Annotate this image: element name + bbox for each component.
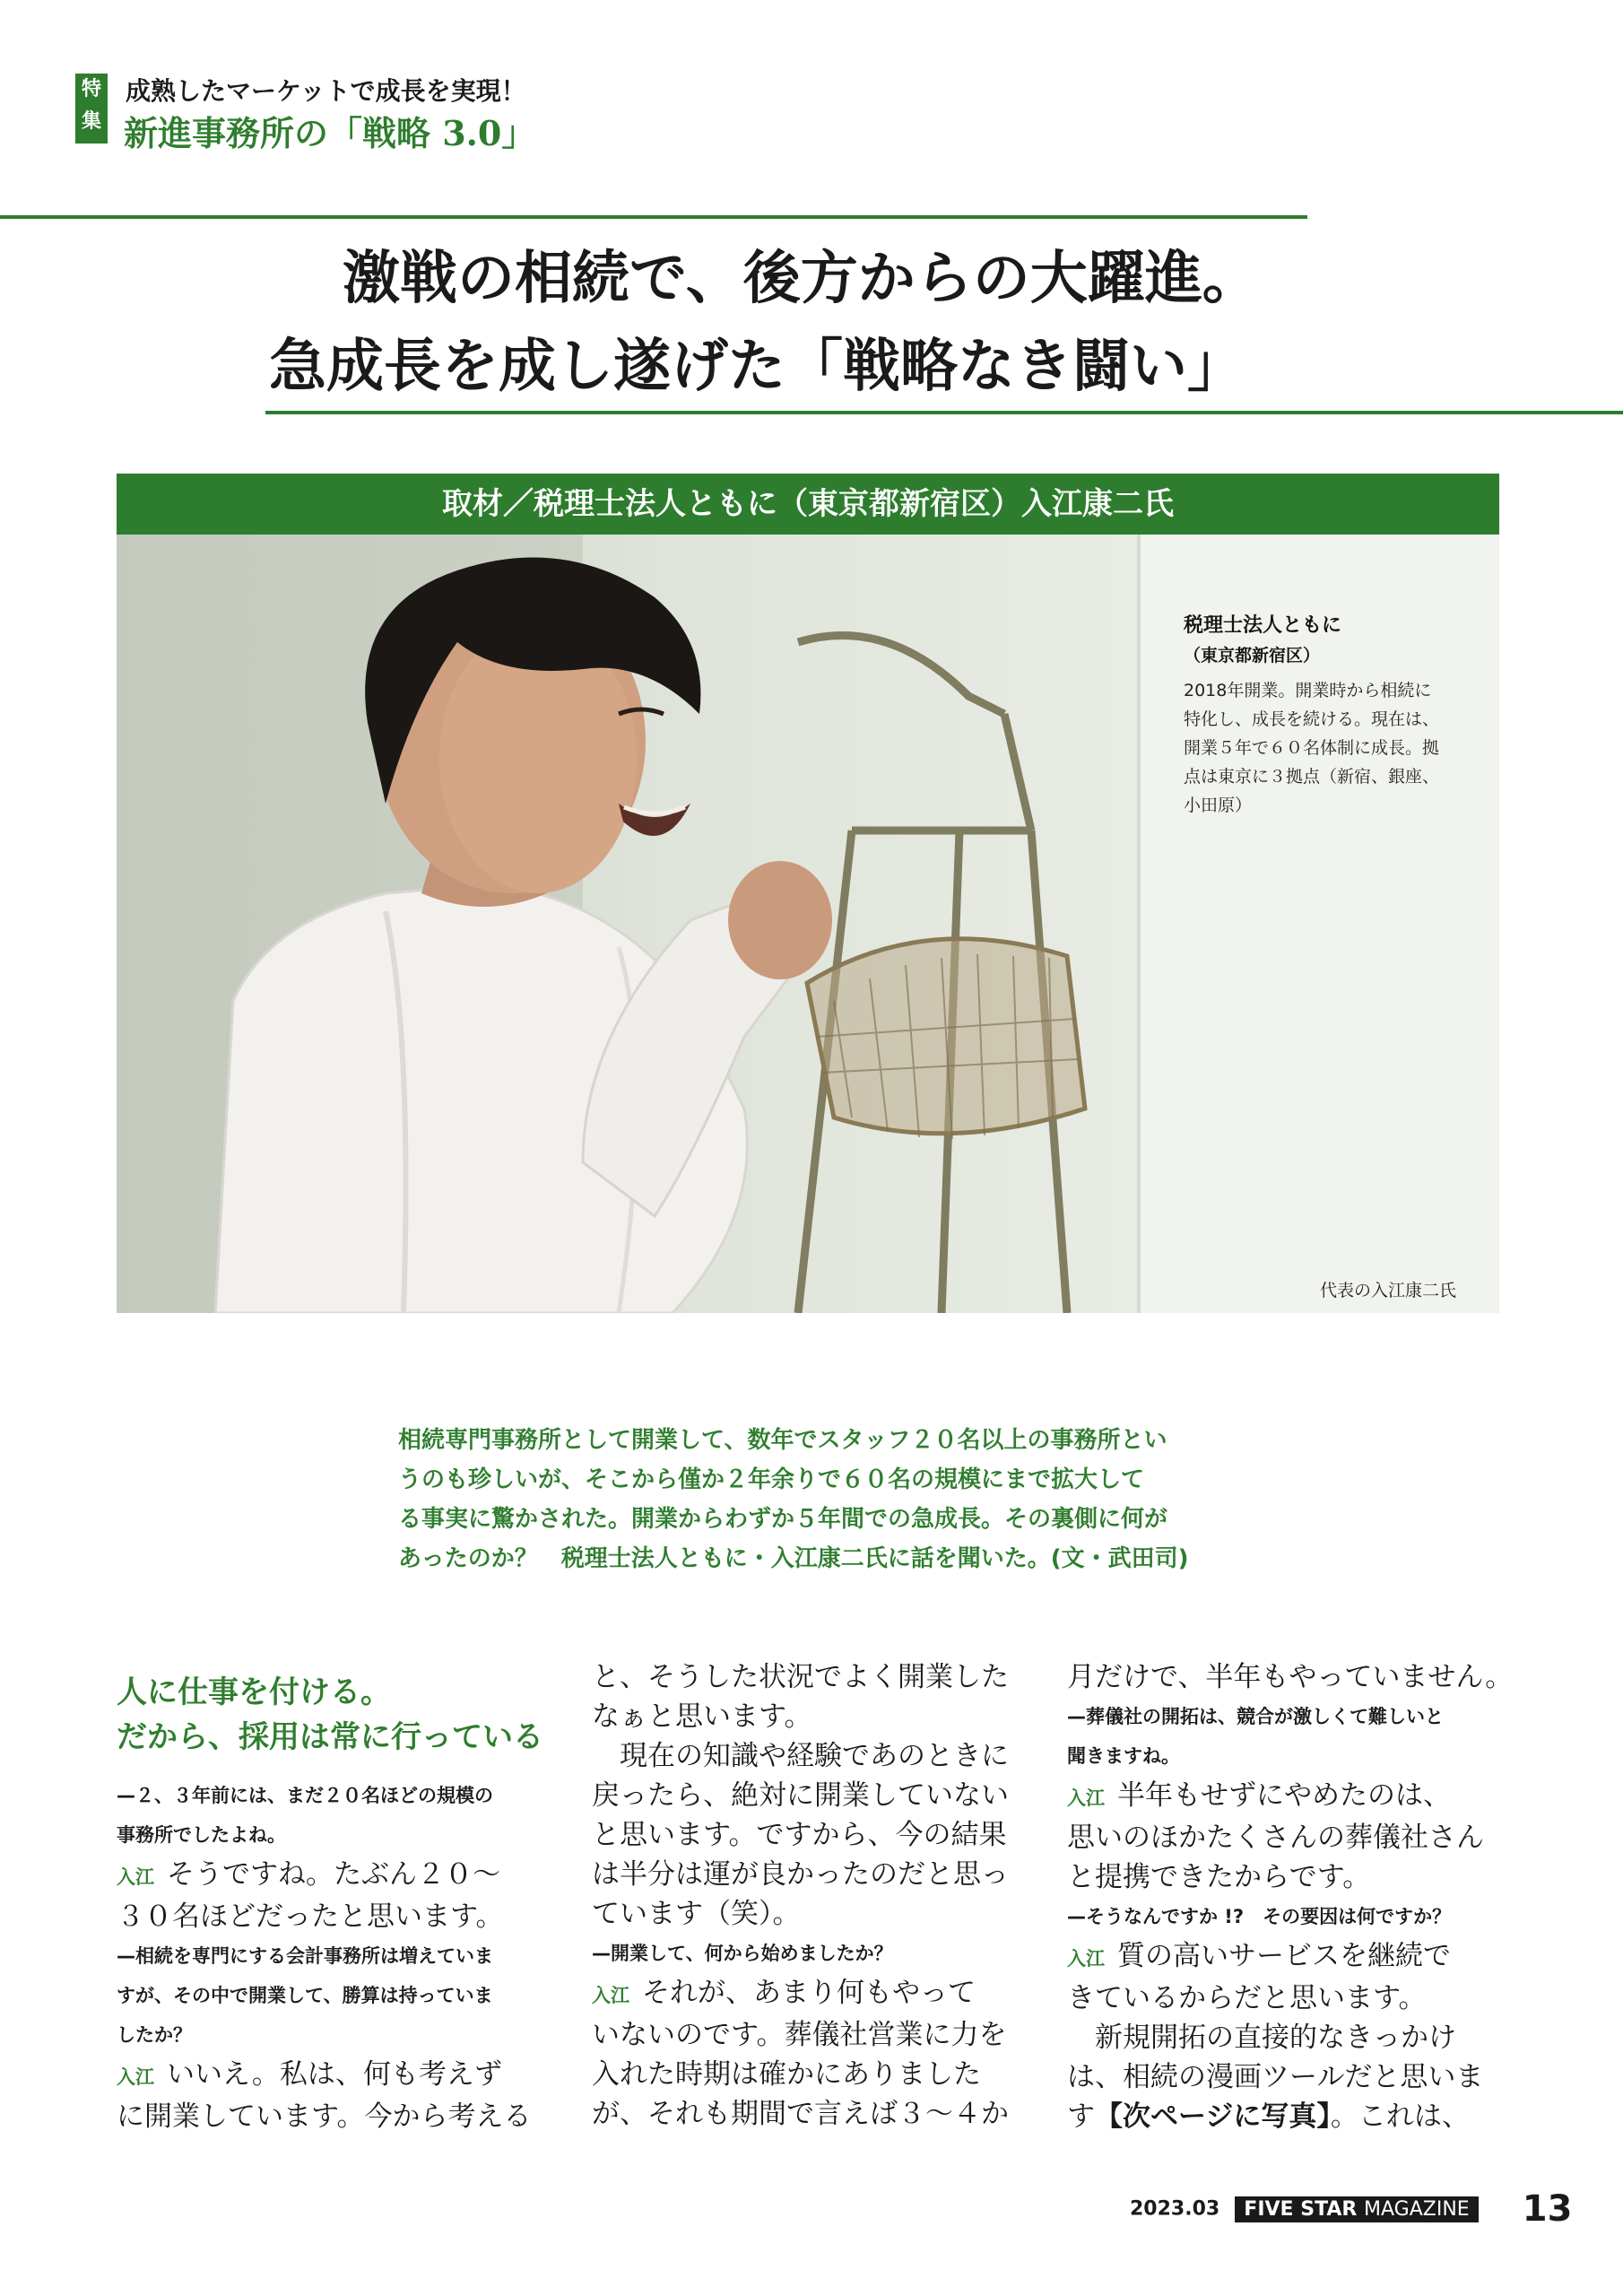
- headline-line-2: 急成長を成し遂げた「戦略なき闘い」: [269, 333, 1245, 400]
- answer-line: なぁと思います。: [592, 1700, 812, 1733]
- answer-line: と、そうした状況でよく開業した: [592, 1661, 1009, 1693]
- answer-line: ３０名ほどだったと思います。: [117, 1900, 504, 1933]
- profile-location: （東京都新宿区）: [1184, 646, 1321, 665]
- feature-series-title: 新進事務所の「戦略 3.0」: [124, 113, 536, 153]
- lead-line: あったのか？ 税理士法人ともに・入江康二氏に話を聞いた。(文・武田司): [398, 1545, 1189, 1572]
- answer-line: と思います。ですから、今の結果: [592, 1819, 1007, 1851]
- profile-line: 小田原）: [1184, 796, 1253, 815]
- interviewer-question: 事務所でしたよね。: [117, 1824, 286, 1846]
- interviewer-question: —２、３年前には、まだ２０名ほどの規模の: [117, 1785, 493, 1806]
- interviewer-question: —葬儀社の開拓は、競合が激しくて難しいと: [1067, 1706, 1444, 1727]
- profile-name: 税理士法人ともに: [1184, 614, 1342, 637]
- magazine-name: FIVE STAR MAGAZINE: [1235, 2196, 1478, 2222]
- answer-line: 戻ったら、絶対に開業していない: [592, 1779, 1009, 1812]
- interview-banner: 取材／税理士法人ともに（東京都新宿区）入江康二氏: [117, 474, 1499, 535]
- answer-line: きているからだと思います。: [1067, 1982, 1427, 2014]
- lead-line: うのも珍しいが、そこから僅か２年余りで６０名の規模にまで拡大して: [398, 1466, 1145, 1493]
- headline-rule: [265, 411, 1623, 414]
- answer-line: 現在の知識や経験であのときに: [620, 1740, 1009, 1772]
- headline-line-1: 激戦の相続で、後方からの大躍進。: [343, 245, 1260, 312]
- article-column-1: [117, 1670, 565, 2136]
- answer-line: いないのです。葬儀社営業に力を: [592, 2019, 1007, 2051]
- feature-tag: 特集: [75, 74, 108, 144]
- article-column-3: [1067, 1657, 1515, 2136]
- answer-line: が、それも期間で言えば３～４か: [592, 2098, 1009, 2130]
- answer-line: 入江 半年もせずにやめたのは、: [1067, 1779, 1451, 1812]
- profile-description: [1184, 676, 1488, 820]
- answer-line: 月だけで、半年もやっていません。: [1067, 1661, 1514, 1693]
- subheading-line: 人に仕事を付ける。: [117, 1674, 391, 1710]
- profile-line: 特化し、成長を続ける。現在は、: [1184, 709, 1440, 729]
- profile-line: 点は東京に３拠点（新宿、銀座、: [1184, 767, 1440, 787]
- interviewer-question: —開業して、何から始めましたか？: [592, 1943, 893, 1964]
- photo-reference: 【次ページに写真】: [1095, 2100, 1331, 2133]
- interviewer-question: —相続を専門にする会計事務所は増えていま: [117, 1945, 493, 1967]
- top-rule: [0, 215, 1307, 219]
- feature-kicker: 成熟したマーケットで成長を実現！: [126, 76, 526, 106]
- profile-line: 2018年開業。開業時から相続に: [1184, 681, 1432, 700]
- answer-line: ています（笑）。: [592, 1898, 801, 1930]
- page-number: 13: [1522, 2188, 1573, 2230]
- subheading-line: だから、採用は常に行っている: [117, 1719, 543, 1755]
- answer-line: 入江 そうですね。たぶん２０～: [117, 1858, 500, 1891]
- answer-line: 入江 質の高いサービスを継続で: [1067, 1940, 1451, 1972]
- lead-line: る事実に驚かされた。開業からわずか５年間での急成長。その裏側に何が: [398, 1506, 1168, 1533]
- answer-line: は、相続の漫画ツールだと思いま: [1067, 2061, 1484, 2093]
- speaker-label: 入江: [117, 2066, 154, 2088]
- answer-line: 入れた時期は確かにありました: [592, 2058, 981, 2091]
- lead-paragraph: [398, 1421, 1232, 1578]
- answer-line: 新規開拓の直接的なきっかけ: [1095, 2022, 1456, 2054]
- answer-line: す【次ページに写真】。これは、: [1067, 2100, 1470, 2133]
- answer-line: 入江 それが、あまり何もやって: [592, 1977, 976, 2009]
- interviewer-question: —そうなんですか !? その要因は何ですか？: [1067, 1906, 1452, 1927]
- headline: [269, 235, 1399, 411]
- speaker-label: 入江: [592, 1985, 629, 2006]
- issue-date: 2023.03: [1130, 2197, 1220, 2221]
- lead-line: 相続専門事務所として開業して、数年でスタッフ２０名以上の事務所とい: [398, 1427, 1167, 1454]
- page-footer: [1130, 2188, 1572, 2228]
- answer-line: 思いのほかたくさんの葬儀社さん: [1067, 1822, 1484, 1854]
- answer-line: 入江 いいえ。私は、何も考えず: [117, 2058, 502, 2091]
- article-column-2: [592, 1657, 1040, 2134]
- speaker-label: 入江: [117, 1866, 154, 1888]
- speaker-label: 入江: [1067, 1787, 1105, 1809]
- profile-line: 開業５年で６０名体制に成長。拠: [1184, 738, 1440, 758]
- photo-caption: 代表の入江康二氏: [1320, 1281, 1457, 1300]
- speaker-label: 入江: [1067, 1948, 1105, 1970]
- answer-line: は半分は運が良かったのだと思っ: [592, 1858, 1009, 1891]
- interviewer-question: すが、その中で開業して、勝算は持っていま: [117, 1985, 493, 2006]
- interviewer-question: したか？: [117, 2024, 192, 2046]
- answer-line: に開業しています。今から考える: [117, 2100, 532, 2133]
- answer-line: と提携できたからです。: [1067, 1861, 1371, 1893]
- interviewer-question: 聞きますね。: [1067, 1745, 1180, 1767]
